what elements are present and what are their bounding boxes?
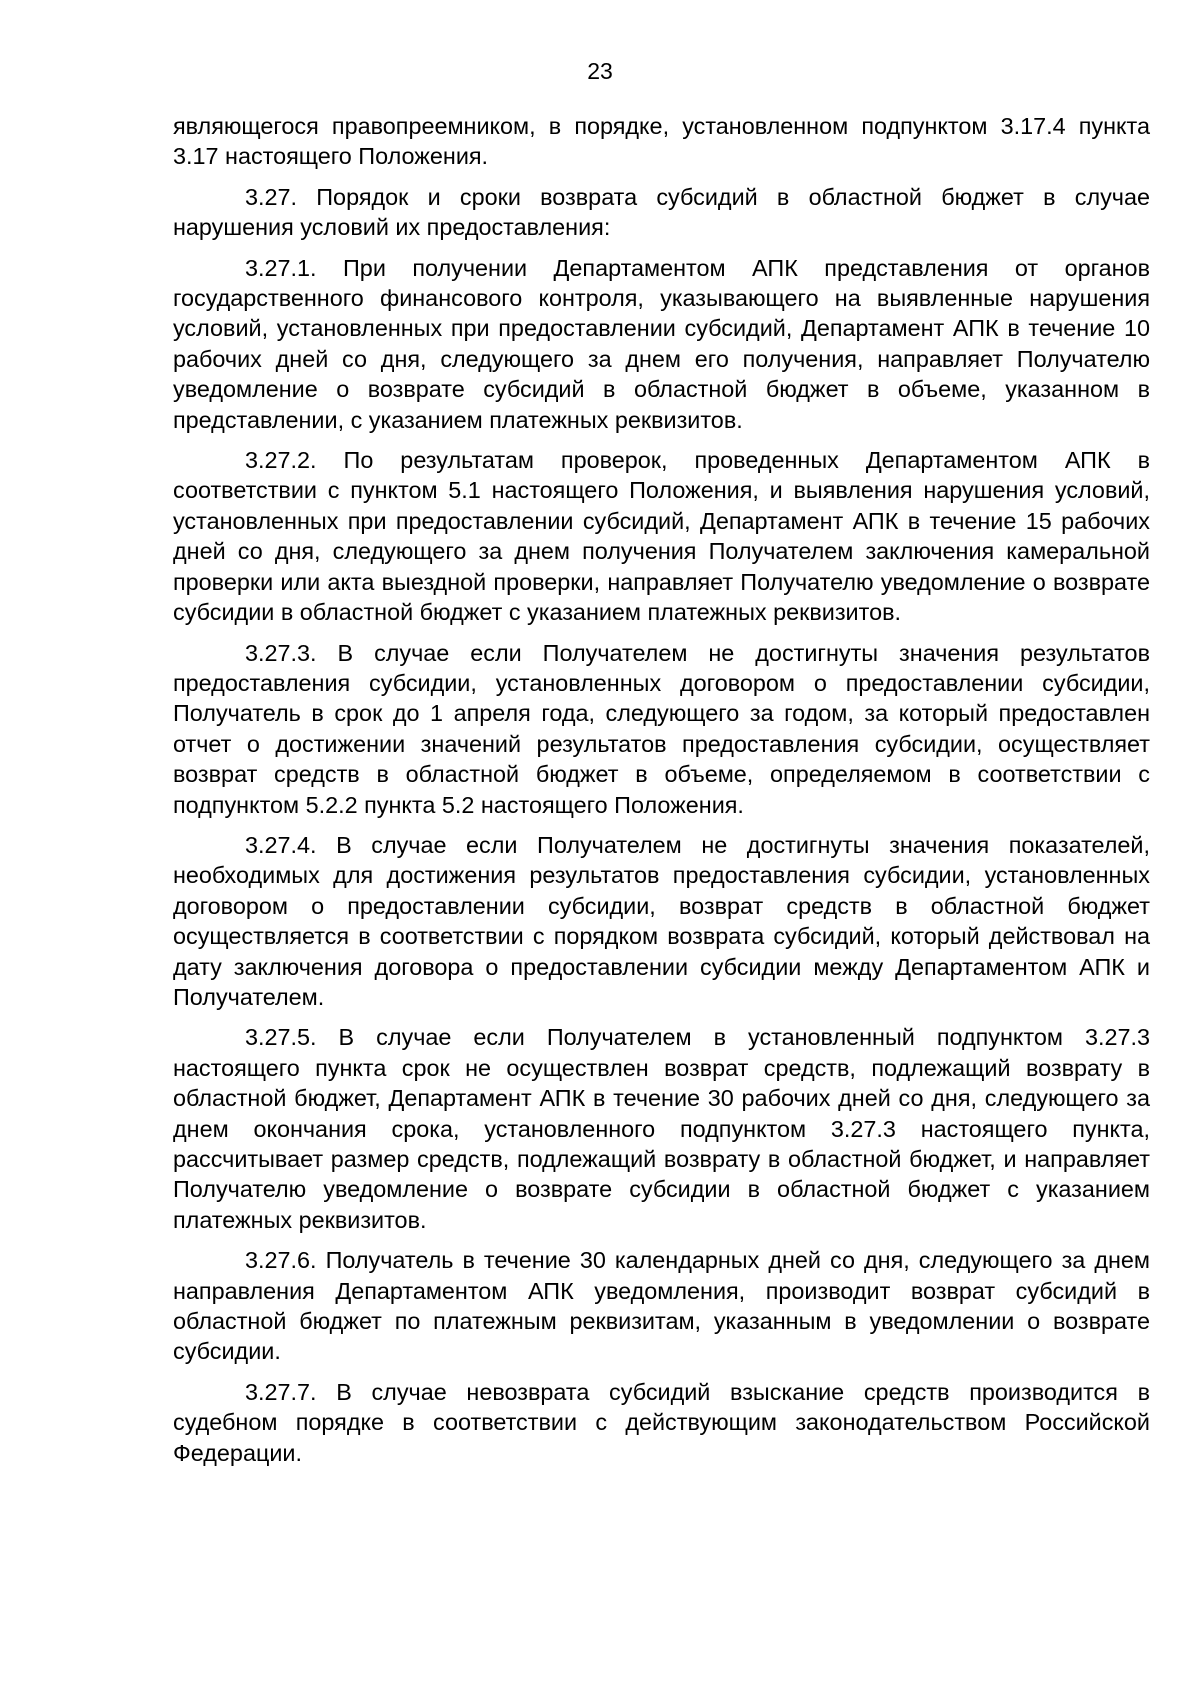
page-number: 23	[587, 58, 613, 84]
paragraph-3-27-5: 3.27.5. В случае если Получателем в установленный подпунктом 3.27.3 настоящего пункта срок не осуществлен возврат средств, подлежащий возврату в областной бюджет, Департамент АПК в течение 30 рабочих дней со дня, следующего за днем окончания срока, установленного подпунктом 3.27.3 настоящего пункта, рассчитывает размер средств, подлежащий возврату в областной бюджет, и направляет Получателю уведомление о возврате субсидии в областной бюджет с указанием платежных реквизитов.	[173, 1024, 1150, 1233]
paragraph-3-27-2: 3.27.2. По результатам проверок, проведенных Департаментом АПК в соответствии с пунктом 5.1 настоящего Положения, и выявления нарушения условий, установленных при предоставлении субсидий, Департамент АПК в течение 15 рабочих дней со дня, следующего за днем получения Получателем заключения камеральной проверки или акта выездной проверки, направляет Получателю уведомление о возврате субсидии в областной бюджет с указанием платежных реквизитов.	[173, 447, 1150, 626]
paragraph-3-27-7: 3.27.7. В случае невозврата субсидий взыскание средств производится в судебном порядке в соответствии с действующим законодательством Российской Федерации.	[173, 1378, 1150, 1466]
paragraph-continuation: являющегося правопреемником, в порядке, установленном подпунктом 3.17.4 пункта 3.17 настоящего Положения.	[173, 113, 1150, 170]
paragraph-3-27-4: 3.27.4. В случае если Получателем не достигнуты значения показателей, необходимых для достижения результатов предоставления субсидии, установленных договором о предоставлении субсидии, возврат средств в областной бюджет осуществляется в соответствии с порядком возврата субсидий, который действовал на дату заключения договора о предоставлении субсидии между Департаментом АПК и Получателем.	[173, 831, 1150, 1010]
paragraph-3-27: 3.27. Порядок и сроки возврата субсидий в областной бюджет в случае нарушения условий их предоставления:	[173, 183, 1150, 241]
document-body	[173, 111, 1150, 1478]
paragraph-3-27-1: 3.27.1. При получении Департаментом АПК представления от органов государственного финансового контроля, указывающего на выявленные нарушения условий, установленных при предоставлении субсидий, Департамент АПК в течение 10 рабочих дней со дня, следующего за днем его получения, направляет Получателю уведомление о возврате субсидий в областной бюджет в объеме, указанном в представлении, с указанием платежных реквизитов.	[173, 254, 1150, 433]
paragraph-3-27-6: 3.27.6. Получатель в течение 30 календарных дней со дня, следующего за днем направления Департаментом АПК уведомления, производит возврат субсидий в областной бюджет по платежным реквизитам, указанным в уведомлении о возврате субсидии.	[173, 1247, 1150, 1365]
paragraph-3-27-3: 3.27.3. В случае если Получателем не достигнуты значения результатов предоставления субсидии, установленных договором о предоставлении субсидии, Получатель в срок до 1 апреля года, следующего за годом, за который предоставлен отчет о достижении значений результатов предоставления субсидии, осуществляет возврат средств в областной бюджет в объеме, определяемом в соответствии с подпунктом 5.2.2 пункта 5.2 настоящего Положения.	[173, 639, 1150, 818]
